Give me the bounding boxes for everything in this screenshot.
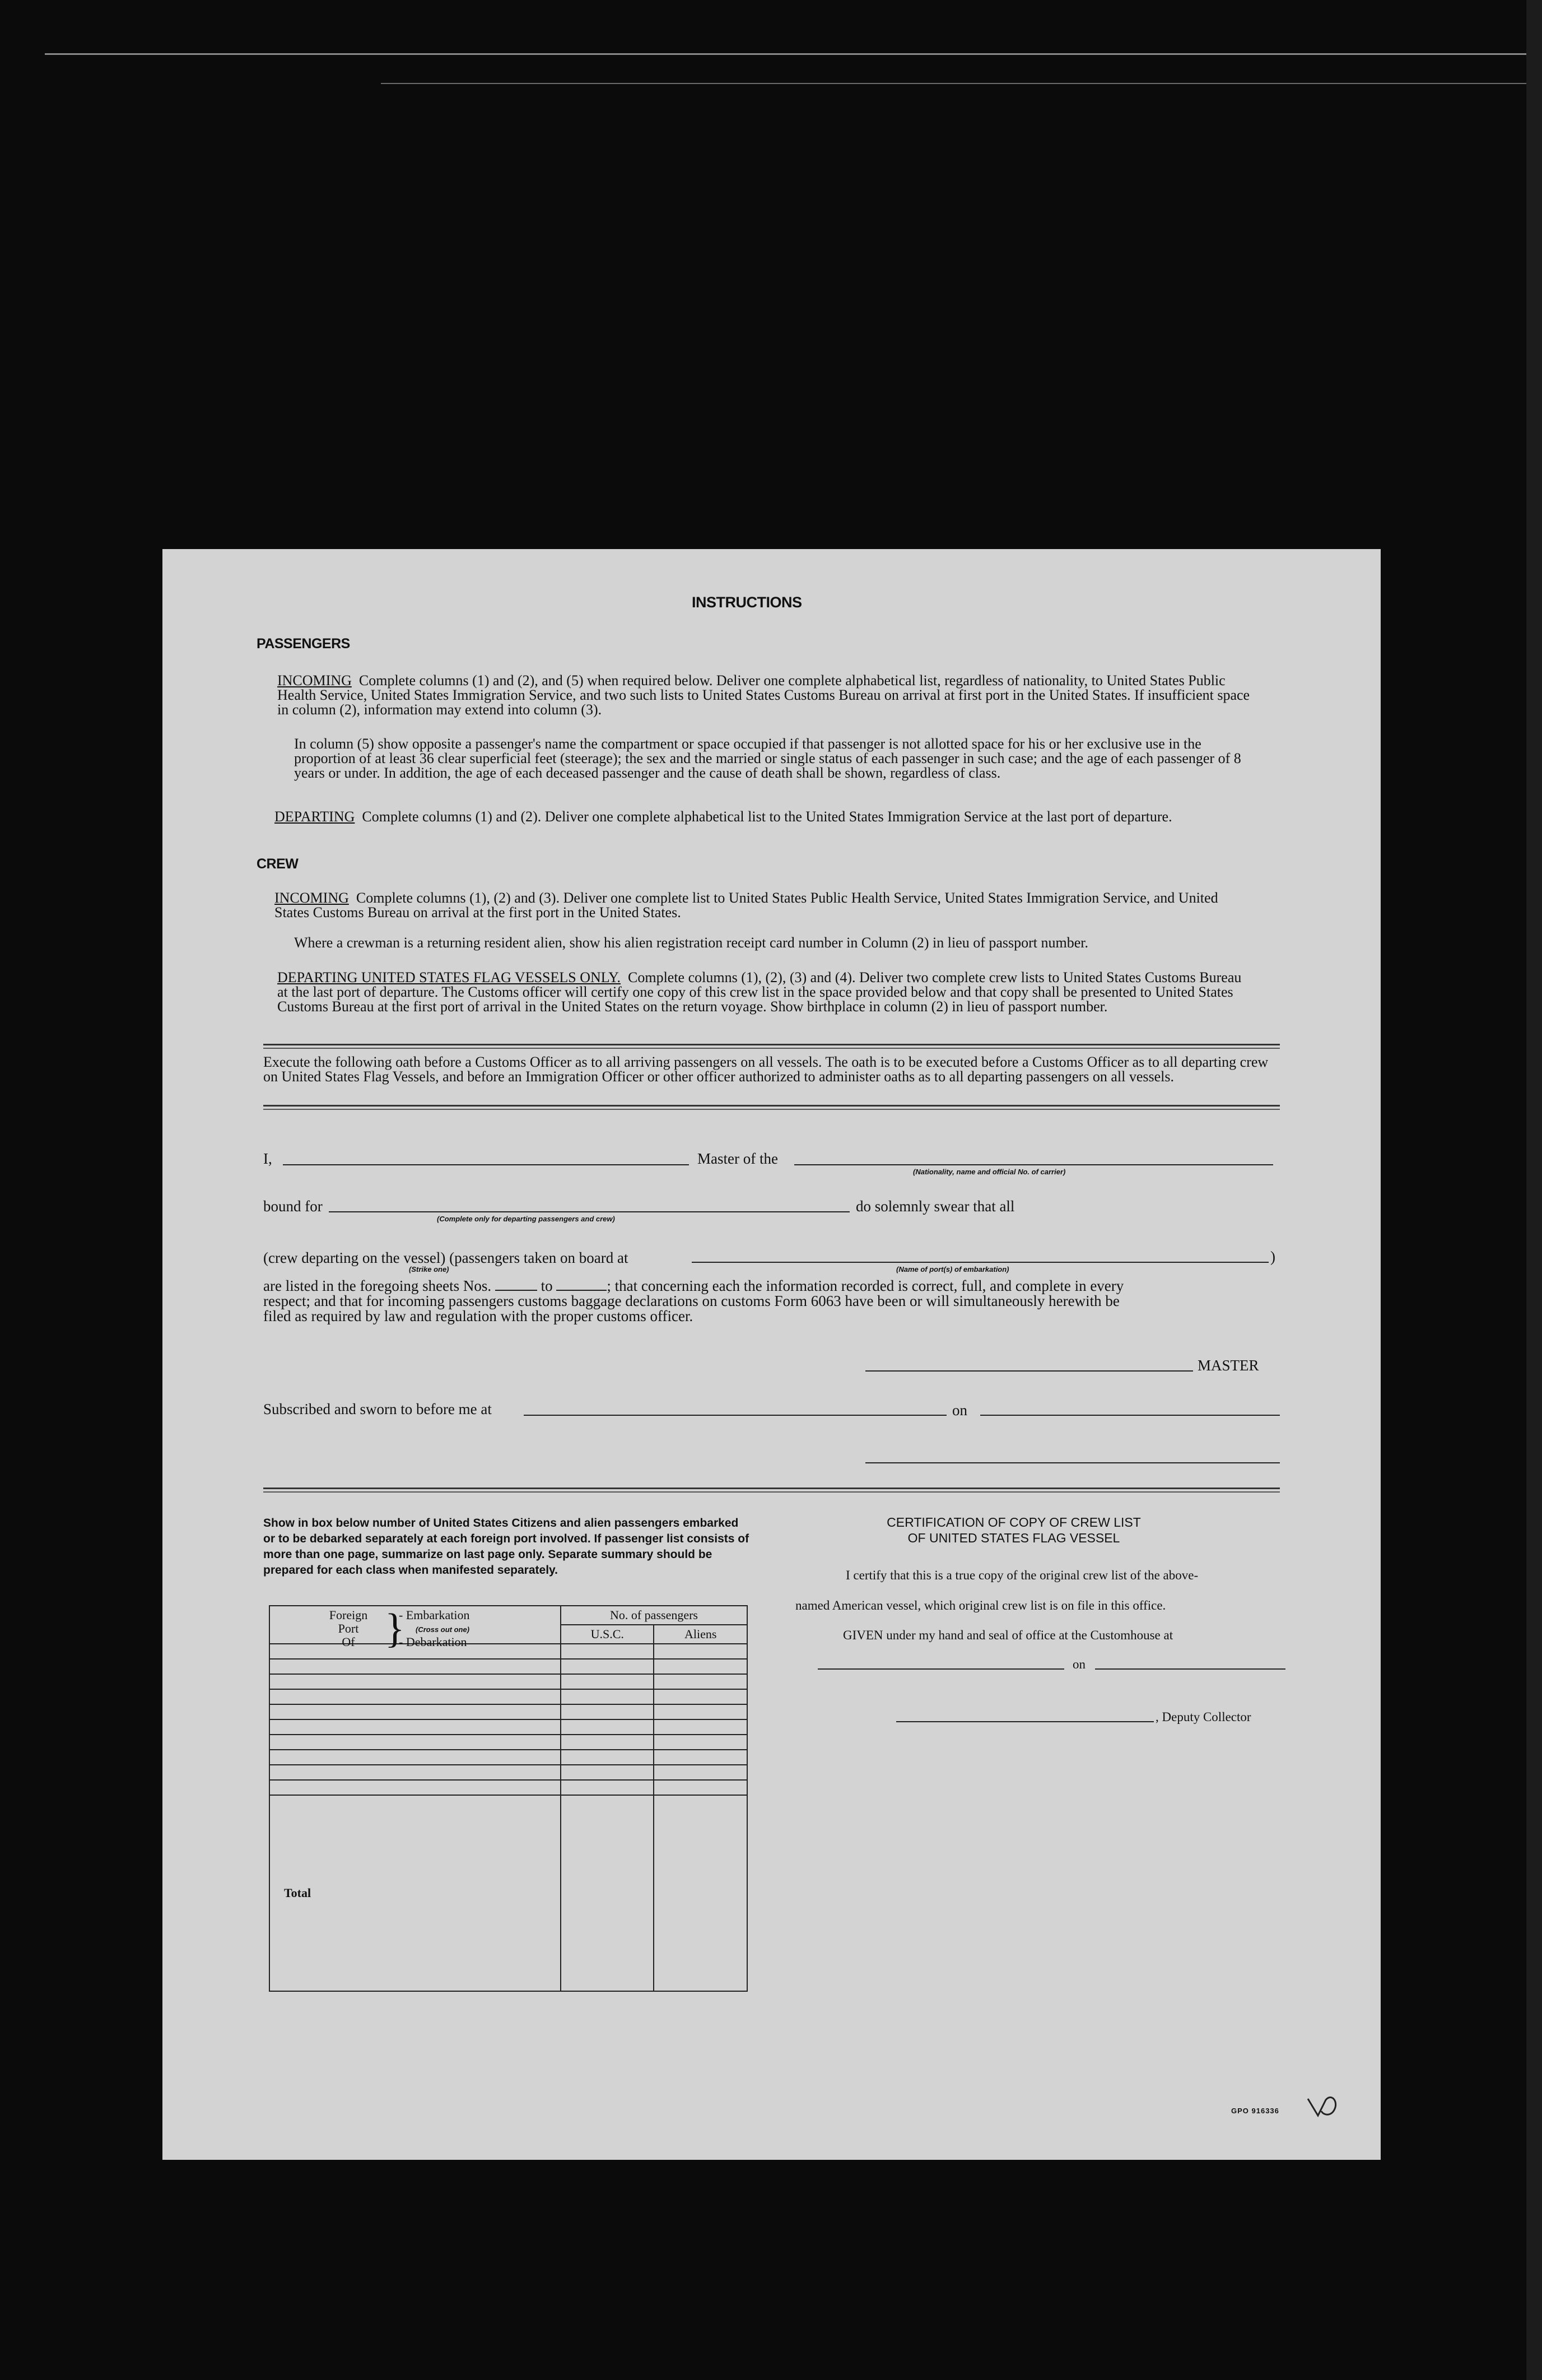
aliens-header: Aliens [654, 1625, 747, 1644]
certify-line-2: named American vessel, which original crew list is on file in this office. [795, 1598, 1166, 1612]
table-row [269, 1750, 747, 1765]
crew-incoming-text: Complete columns (1), (2) and (3). Deliver one complete list to United States Public Health Service, United States Immigration Service, and United States Customs Bureau on arrival at the first port in the United States. [274, 890, 1218, 921]
port-cell[interactable] [269, 1765, 561, 1780]
table-row [269, 1659, 747, 1674]
passengers-departing-label: DEPARTING [274, 808, 355, 825]
cross-out-caption: (Cross out one) [416, 1625, 470, 1634]
port-line [692, 1262, 1269, 1263]
table-row [269, 1719, 747, 1735]
table-row [269, 1674, 747, 1689]
aliens-cell[interactable] [654, 1719, 747, 1735]
passengers-incoming-text: Complete columns (1) and (2), and (5) when required below. Deliver one complete alphabetical list, regardless of nationality, to United States Public Health Service, United States Immigration Service, and two such lists to United States Customs Bureau on arrival at first port in the United States. If insufficient space in column (2), information may extend into column (3). [277, 672, 1250, 718]
subscribed-on-label: on [952, 1402, 967, 1419]
port-cell[interactable] [269, 1780, 561, 1795]
listed-line-2: respect; and that for incoming passengers customs baggage declarations on customs Form 6063 have been or will simultaneously herewith be [263, 1293, 1120, 1309]
port-caption: (Name of port(s) of embarkation) [896, 1265, 1009, 1273]
subscribed-date-line [980, 1415, 1280, 1416]
master-label: MASTER [1198, 1357, 1259, 1374]
aliens-cell[interactable] [654, 1704, 747, 1719]
listed-line-1 [263, 1277, 1124, 1294]
certify-date-line [1095, 1668, 1285, 1670]
port-cell[interactable] [269, 1689, 561, 1704]
listed-b: ; that concerning each the information recorded is correct, full, and complete in every [607, 1277, 1124, 1294]
section-divider [263, 1105, 1280, 1110]
close-paren: ) [1270, 1248, 1275, 1265]
aliens-total-cell[interactable] [654, 1795, 747, 1991]
usc-total-cell[interactable] [561, 1795, 654, 1991]
certify-line-1: I certify that this is a true copy of the original crew list of the above- [846, 1568, 1199, 1582]
table-row [269, 1689, 747, 1704]
usc-cell[interactable] [561, 1765, 654, 1780]
aliens-cell[interactable] [654, 1644, 747, 1659]
foreign-label: Foreign [329, 1608, 368, 1622]
passengers-incoming-paragraph [277, 673, 1255, 717]
subscribed-place-line [524, 1415, 947, 1416]
brace-icon: } [385, 1606, 405, 1652]
swear-label: do solemnly swear that all [856, 1198, 1015, 1215]
port-cell[interactable] [269, 1750, 561, 1765]
deputy-collector-label: , Deputy Collector [1156, 1710, 1251, 1724]
no-passengers-header: No. of passengers [561, 1606, 747, 1625]
aliens-cell[interactable] [654, 1765, 747, 1780]
film-edge-line [45, 53, 1542, 55]
foreign-port-header [269, 1606, 561, 1652]
deputy-signature-line [896, 1721, 1154, 1722]
total-row [269, 1795, 747, 1991]
usc-cell[interactable] [561, 1704, 654, 1719]
summary-intro: Show in box below number of United States Citizens and alien passengers embarked or to be debarked separately at each foreign port involved. If passenger list consists of more than one page, summarize on last page only. Separate summary should be prepared for each class when manifested separately. [263, 1517, 749, 1577]
usc-cell[interactable] [561, 1780, 654, 1795]
table-row [269, 1704, 747, 1719]
usc-cell[interactable] [561, 1674, 654, 1689]
usc-cell[interactable] [561, 1719, 654, 1735]
handwritten-mark-icon [1302, 2089, 1341, 2122]
port-label: Port [338, 1621, 359, 1635]
carrier-line [794, 1164, 1273, 1165]
listed-line-3: filed as required by law and regulation with the proper customs officer. [263, 1308, 693, 1324]
certify-line-3: GIVEN under my hand and seal of office at the Customhouse at [843, 1628, 1173, 1642]
flag-vessels-label: DEPARTING UNITED STATES FLAG VESSELS ONLY. [277, 969, 621, 986]
crew-incoming-paragraph [274, 891, 1255, 920]
of-label: Of [342, 1635, 355, 1649]
aliens-cell[interactable] [654, 1674, 747, 1689]
crew-incoming-label: INCOMING [274, 890, 349, 906]
aliens-cell[interactable] [654, 1780, 747, 1795]
listed-to: to [541, 1277, 553, 1294]
form-sheet [162, 549, 1381, 2160]
port-cell[interactable] [269, 1704, 561, 1719]
certification-title-line-2: OF UNITED STATES FLAG VESSEL [907, 1531, 1120, 1545]
passengers-departing-text: Complete columns (1) and (2). Deliver one complete alphabetical list to the United States Immigration Service at the last port of departure. [362, 808, 1172, 825]
crew-heading: CREW [257, 856, 299, 872]
instructions-title: INSTRUCTIONS [692, 594, 802, 611]
table-row [269, 1735, 747, 1750]
usc-cell[interactable] [561, 1644, 654, 1659]
passengers-heading: PASSENGERS [257, 636, 350, 652]
port-cell[interactable] [269, 1735, 561, 1750]
passengers-departing-paragraph [274, 810, 1255, 824]
flag-vessels-paragraph [277, 970, 1255, 1014]
complete-caption: (Complete only for departing passengers and crew) [437, 1215, 615, 1223]
section-divider [263, 1044, 1280, 1049]
nationality-caption: (Nationality, name and official No. of carrier) [913, 1168, 1066, 1176]
aliens-cell[interactable] [654, 1659, 747, 1674]
aliens-cell[interactable] [654, 1750, 747, 1765]
oath-intro: Execute the following oath before a Customs Officer as to all arriving passengers on all vessels. The oath is to be executed before a Customs Officer as to all departing crew on United States Flag Vessels, and before an Immigration Officer or other officer authorized to administer oaths as to all departing passengers on all vessels. [263, 1054, 1269, 1085]
strike-caption: (Strike one) [409, 1265, 449, 1273]
passenger-summary-table [269, 1605, 748, 1992]
master-name-line [283, 1164, 689, 1165]
total-label: Total [269, 1795, 561, 1991]
film-edge-line [381, 83, 1542, 84]
port-cell[interactable] [269, 1719, 561, 1735]
port-cell[interactable] [269, 1674, 561, 1689]
aliens-cell[interactable] [654, 1735, 747, 1750]
usc-cell[interactable] [561, 1735, 654, 1750]
oath-i-label: I, [263, 1150, 272, 1167]
officer-signature-line [865, 1462, 1280, 1463]
sheet-from-blank [495, 1290, 537, 1291]
usc-cell[interactable] [561, 1750, 654, 1765]
passengers-incoming-label: INCOMING [277, 672, 352, 689]
bound-for-line [329, 1211, 850, 1212]
section-divider [263, 1488, 1280, 1493]
listed-a: are listed in the foregoing sheets Nos. [263, 1277, 492, 1294]
bound-for-label: bound for [263, 1198, 323, 1215]
gpo-number: GPO 916336 [1231, 2107, 1279, 2115]
certification-title-line-1: CERTIFICATION OF COPY OF CREW LIST [887, 1515, 1141, 1530]
film-edge [1526, 0, 1542, 2380]
aliens-cell[interactable] [654, 1689, 747, 1704]
crew-departing-label: (crew departing on the vessel) (passengers taken on board at [263, 1249, 628, 1266]
column5-paragraph: In column (5) show opposite a passenger's name the compartment or space occupied if that passenger is not allotted space for his or her exclusive use in the proportion of at least 36 clear superficial feet (steerage); the sex and the married or single status of each passenger in such case; and the age of each passenger of 8 years or under. In addition, the age of each deceased passenger and the cause of death shall be shown, regardless of class. [294, 736, 1241, 781]
debarkation-label: - Debarkation [399, 1635, 467, 1649]
sheet-to-blank [556, 1290, 607, 1291]
usc-header: U.S.C. [561, 1625, 654, 1644]
master-signature-line [865, 1370, 1193, 1372]
usc-cell[interactable] [561, 1659, 654, 1674]
table-row [269, 1780, 747, 1795]
certify-on-label: on [1073, 1657, 1086, 1671]
customhouse-line [818, 1668, 1064, 1670]
embarkation-label: - Embarkation [399, 1608, 470, 1622]
usc-cell[interactable] [561, 1689, 654, 1704]
port-cell[interactable] [269, 1659, 561, 1674]
subscribed-label: Subscribed and sworn to before me at [263, 1401, 492, 1417]
table-row [269, 1765, 747, 1780]
crewman-paragraph: Where a crewman is a returning resident alien, show his alien registration receipt card number in Column (2) in lieu of passport number. [294, 935, 1089, 951]
certification-title [818, 1514, 1210, 1546]
master-of-label: Master of the [697, 1150, 778, 1167]
flag-vessels-text: Complete columns (1), (2), (3) and (4). Deliver two complete crew lists to United States Customs Bureau at the last port of departure. The Customs officer will certify one copy of this crew list in the space provided below and that copy shall be presented to United States Customs Bureau at the first port of arrival in the United States on the return voyage. Show birthplace in column (2) in lieu of passport number. [277, 969, 1242, 1015]
